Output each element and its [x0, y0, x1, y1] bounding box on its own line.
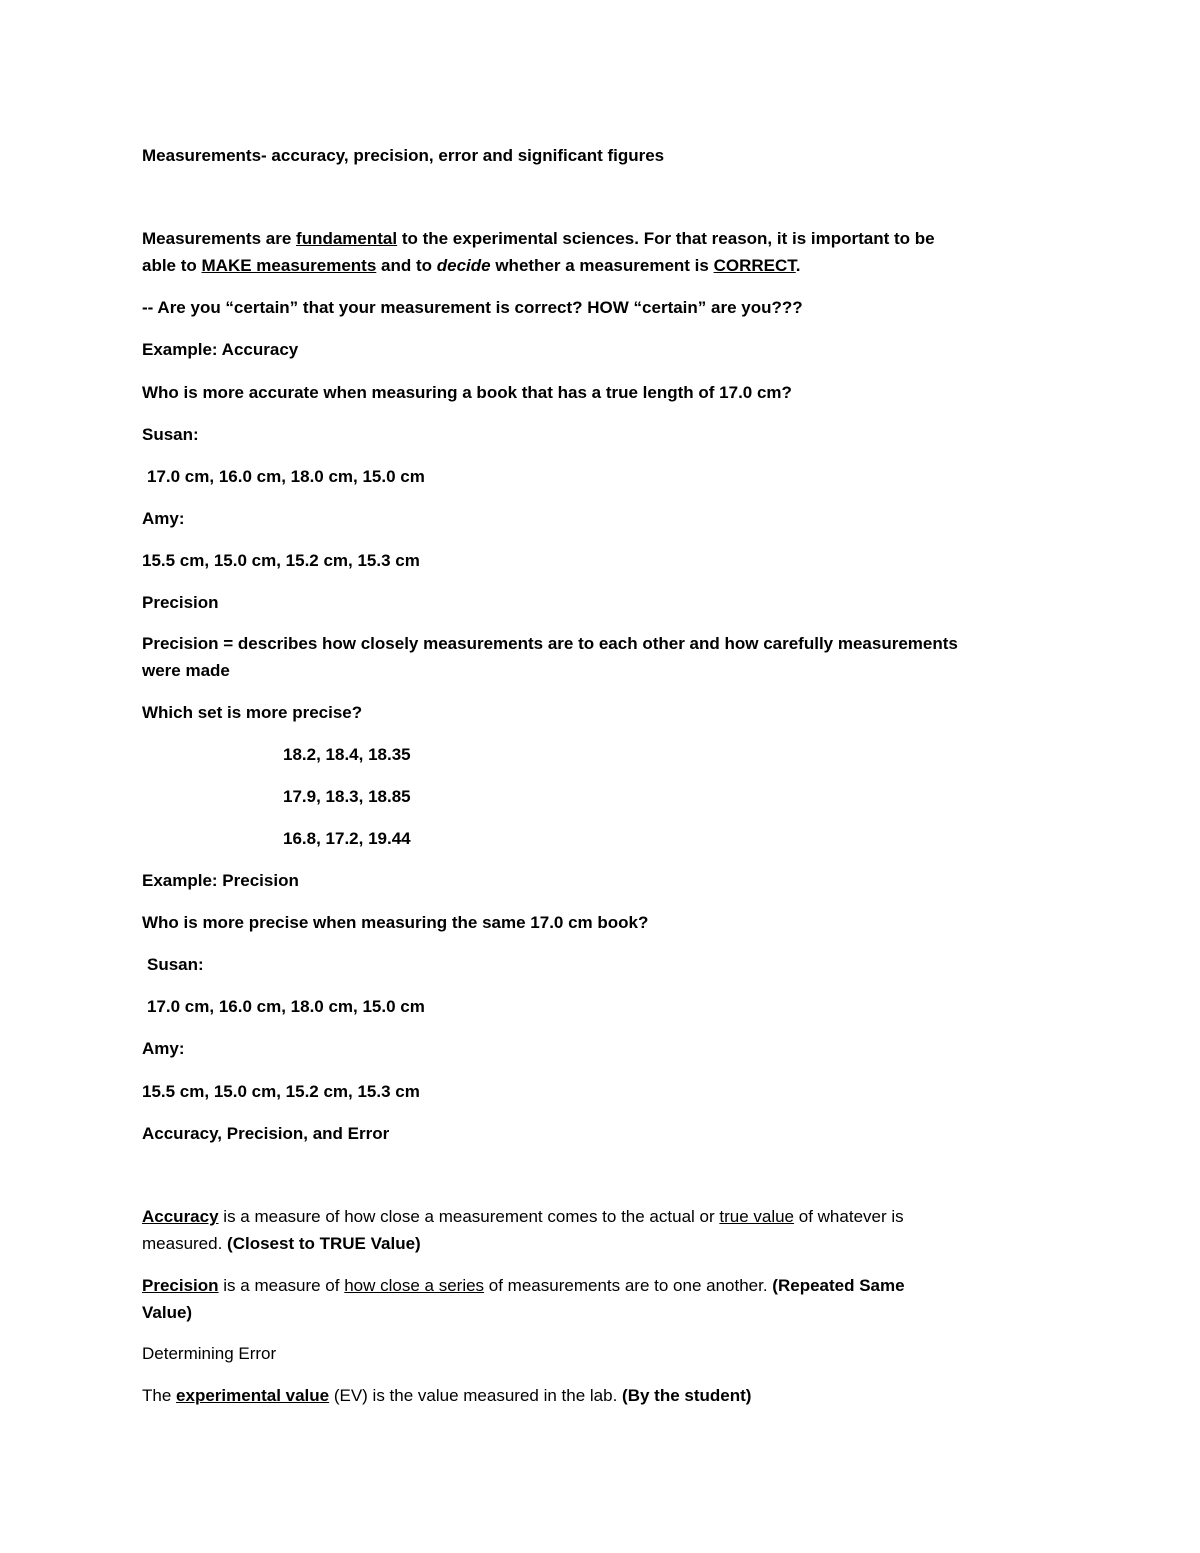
- definition-text: of measurements are to one another.: [484, 1276, 773, 1295]
- definition-text: (EV) is the value measured in the lab.: [329, 1386, 623, 1405]
- precise-set-question: Which set is more precise?: [142, 703, 363, 722]
- data-set-3: 16.8, 17.2, 19.44: [283, 829, 411, 848]
- accuracy-example-heading: Example: Accuracy: [142, 340, 299, 359]
- definition-text: is a measure of how close a measurement comes to the actual or: [218, 1207, 720, 1226]
- correct-term: CORRECT: [713, 256, 796, 275]
- precision-definition2-line-1: [142, 1276, 905, 1296]
- precision-definition-line-1: Precision = describes how closely measurements are to each other and how carefully measurements: [142, 634, 958, 653]
- precision-definition2-line-2: Value): [142, 1303, 193, 1322]
- definition-text: is a measure of: [218, 1276, 345, 1295]
- intro-text: and to: [376, 256, 437, 275]
- amy-label: Amy:: [142, 1039, 185, 1058]
- definition-text: of whatever is: [794, 1207, 904, 1226]
- accuracy-definition-line-1: [142, 1207, 904, 1227]
- accuracy-note: (Closest to TRUE Value): [227, 1234, 421, 1253]
- intro-text: Measurements are: [142, 229, 297, 248]
- intro-text: to the experimental sciences. For that reason, it is important to be: [397, 229, 935, 248]
- precision-question: Who is more precise when measuring the same 17.0 cm book?: [142, 913, 649, 932]
- intro-line-1: [142, 229, 935, 249]
- true-value-term: true value: [719, 1207, 795, 1226]
- data-set-1: 18.2, 18.4, 18.35: [283, 745, 411, 764]
- fundamental-term: fundamental: [296, 229, 398, 248]
- intro-text: whether a measurement is: [490, 256, 714, 275]
- by-student-note: (By the student): [622, 1386, 752, 1405]
- precision-example-heading: Example: Precision: [142, 871, 299, 890]
- data-set-2: 17.9, 18.3, 18.85: [283, 787, 411, 806]
- experimental-value-term: experimental value: [176, 1386, 330, 1405]
- intro-text: able to: [142, 256, 202, 275]
- susan-label: Susan:: [142, 425, 199, 444]
- precision-definition-line-2: were made: [142, 661, 230, 680]
- susan-values: 17.0 cm, 16.0 cm, 18.0 cm, 15.0 cm: [147, 997, 425, 1016]
- accuracy-term: Accuracy: [142, 1207, 219, 1226]
- precision-note: (Repeated Same: [772, 1276, 905, 1295]
- close-series-term: how close a series: [344, 1276, 485, 1295]
- decide-term: decide: [436, 256, 491, 275]
- accuracy-question: Who is more accurate when measuring a book that has a true length of 17.0 cm?: [142, 383, 792, 402]
- precision-heading: Precision: [142, 593, 219, 612]
- document-title: Measurements- accuracy, precision, error and significant figures: [142, 146, 665, 165]
- definition-text: measured.: [142, 1234, 228, 1253]
- experimental-value-line: [142, 1386, 751, 1406]
- amy-label: Amy:: [142, 509, 185, 528]
- intro-line-2: [142, 256, 801, 276]
- intro-text: .: [795, 256, 801, 275]
- accuracy-definition-line-2: [142, 1234, 421, 1254]
- make-measurements-term: MAKE measurements: [201, 256, 377, 275]
- amy-values: 15.5 cm, 15.0 cm, 15.2 cm, 15.3 cm: [142, 1082, 420, 1101]
- definition-text: The: [142, 1386, 177, 1405]
- amy-values: 15.5 cm, 15.0 cm, 15.2 cm, 15.3 cm: [142, 551, 420, 570]
- susan-values: 17.0 cm, 16.0 cm, 18.0 cm, 15.0 cm: [147, 467, 425, 486]
- determining-error-heading: Determining Error: [142, 1344, 277, 1363]
- precision-term: Precision: [142, 1276, 219, 1295]
- susan-label: Susan:: [147, 955, 204, 974]
- ape-heading: Accuracy, Precision, and Error: [142, 1124, 390, 1143]
- certain-question: -- Are you “certain” that your measurement is correct? HOW “certain” are you???: [142, 298, 803, 317]
